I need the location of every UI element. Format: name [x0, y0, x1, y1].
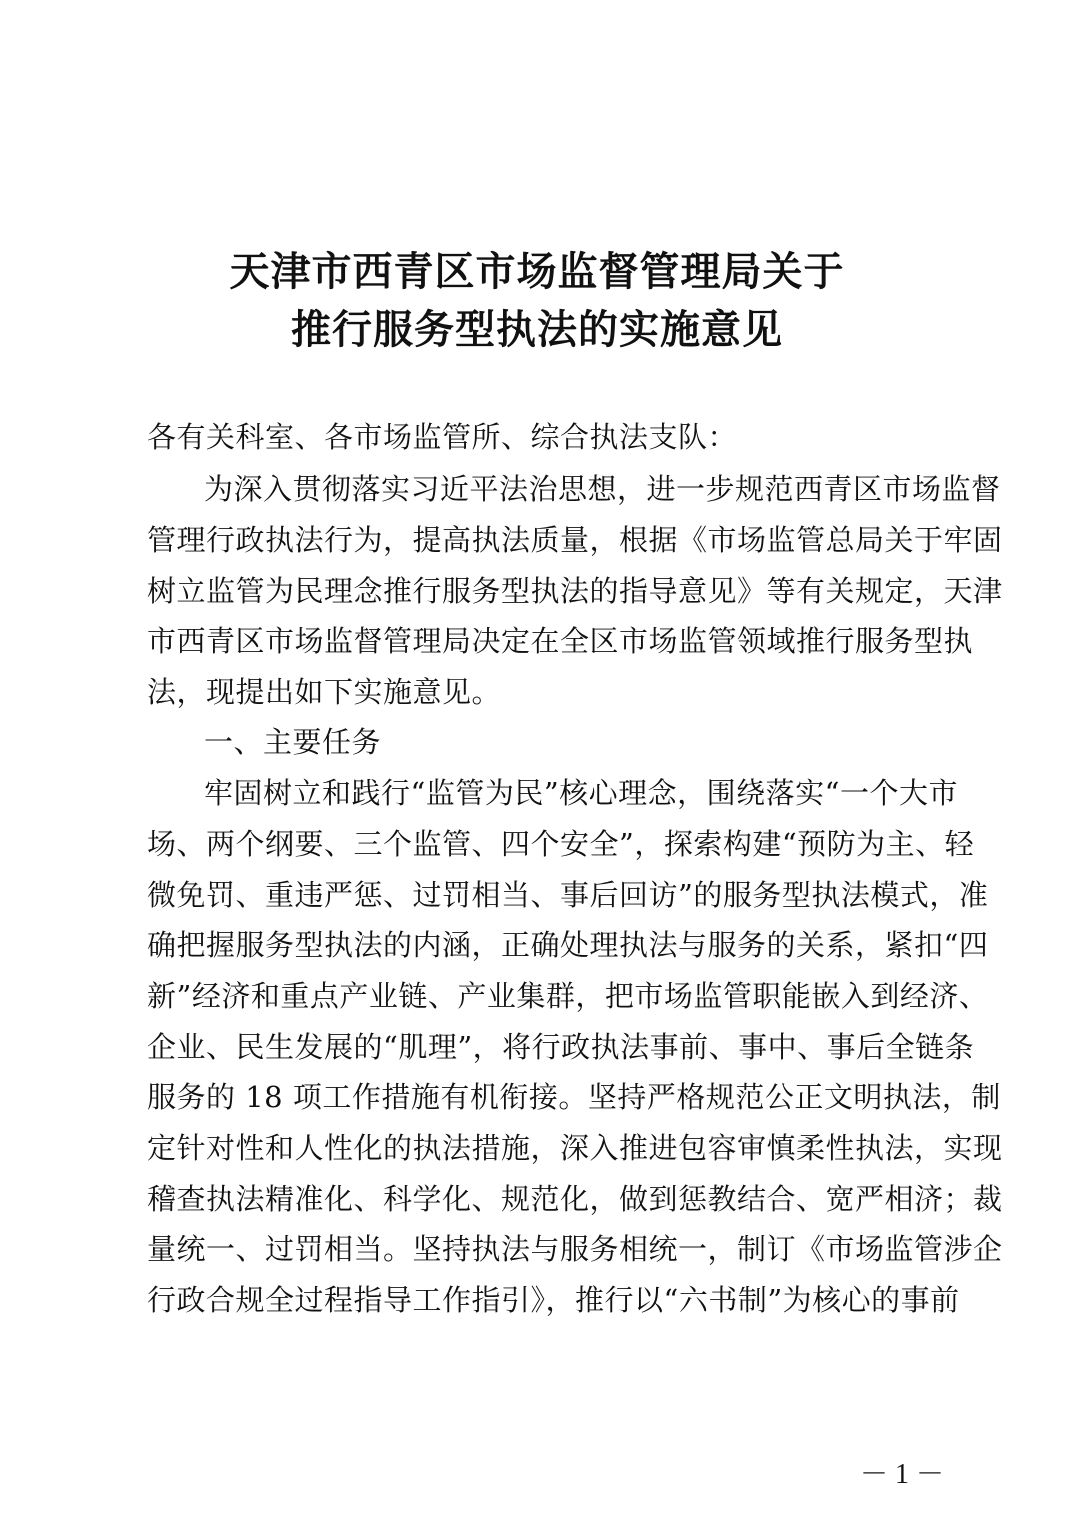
- section-1-line: 场、两个纲要、三个监管、四个安全”，探索构建“预防为主、轻: [147, 827, 975, 861]
- section-1-line: 定针对性和人性化的执法措施，深入推进包容审慎柔性执法，实现: [147, 1131, 1003, 1165]
- section-1-line: 稽查执法精准化、科学化、规范化，做到惩教结合、宽严相济；裁: [147, 1182, 1003, 1216]
- section-1-line: 服务的 18 项工作措施有机衔接。坚持严格规范公正文明执法，制: [147, 1080, 1001, 1114]
- intro-paragraph-line: 树立监管为民理念推行服务型执法的指导意见》等有关规定，天津: [147, 574, 1003, 608]
- intro-paragraph-line: 法，现提出如下实施意见。: [147, 675, 502, 709]
- intro-paragraph-line: 市西青区市场监督管理局决定在全区市场监管领域推行服务型执: [147, 624, 974, 658]
- section-1-line: 牢固树立和践行“监管为民”核心理念，围绕落实“一个大市: [204, 776, 958, 810]
- page-number: － 1 －: [860, 1459, 945, 1490]
- section-1-line: 新”经济和重点产业链、产业集群，把市场监管职能嵌入到经济、: [147, 979, 989, 1013]
- section-1-line: 量统一、过罚相当。坚持执法与服务相统一，制订《市场监管涉企: [147, 1232, 1003, 1266]
- section-1-line: 行政合规全过程指导工作指引》，推行以“六书制”为核心的事前: [147, 1283, 960, 1317]
- salutation: 各有关科室、各市场监管所、综合执法支队：: [147, 420, 738, 454]
- section-1-line: 企业、民生发展的“肌理”，将行政执法事前、事中、事后全链条: [147, 1030, 975, 1064]
- section-1-heading: 一、主要任务: [204, 725, 382, 759]
- intro-paragraph-line: 为深入贯彻落实习近平法治思想，进一步规范西青区市场监督: [204, 472, 1001, 506]
- document-title-line-1: 天津市西青区市场监督管理局关于: [229, 248, 845, 295]
- section-1-line: 确把握服务型执法的内涵，正确处理执法与服务的关系，紧扣“四: [147, 928, 989, 962]
- document-title-line-2: 推行服务型执法的实施意见: [291, 306, 783, 353]
- section-1-line: 微免罚、重违严惩、过罚相当、事后回访”的服务型执法模式，准: [147, 878, 989, 912]
- intro-paragraph-line: 管理行政执法行为，提高执法质量，根据《市场监管总局关于牢固: [147, 523, 1003, 557]
